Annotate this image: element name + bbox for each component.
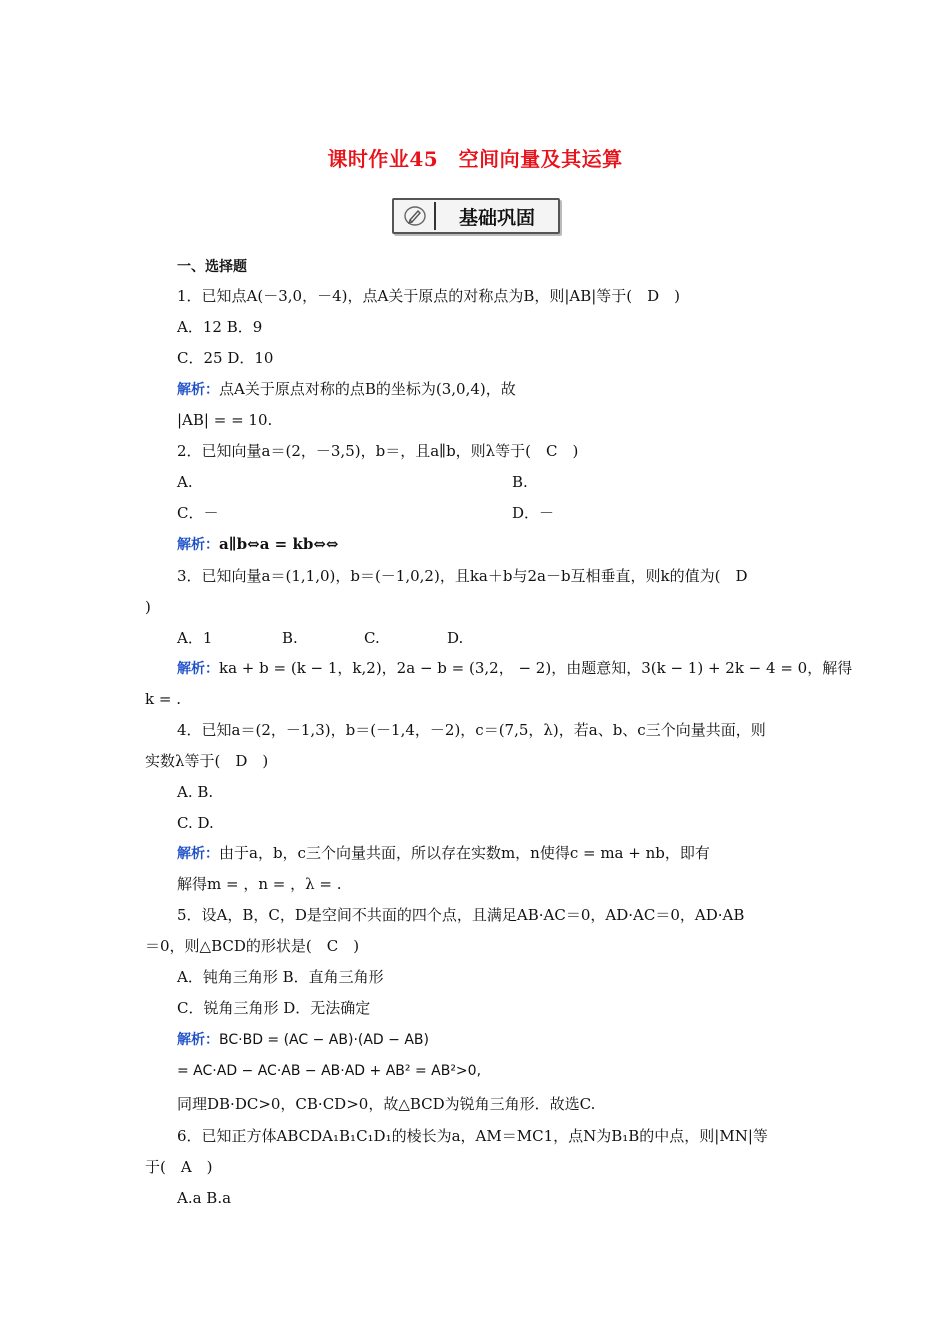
question-5-solution-line3: 同理DB·DC>0，CB·CD>0，故△BCD为锐角三角形．故选C. (177, 1095, 596, 1113)
question-4-solution-line2: 解得m = ，n = ，λ = . (177, 875, 342, 893)
question-6-stem-line2: 于( A ) (145, 1158, 213, 1176)
badge-label: 基础巩固 (458, 206, 535, 229)
option-b: B. (512, 473, 528, 491)
solution-label: 解析： (177, 661, 219, 677)
pencil-icon (396, 202, 436, 230)
section-badge (392, 198, 560, 234)
question-1-options-ab: A．12 B．9 (177, 318, 263, 336)
question-1-solution-line2: |AB| = = 10. (177, 411, 273, 429)
question-1-options-cd: C．25 D．10 (177, 349, 274, 367)
solution-text: 点A关于原点对称的点B的坐标为(3,0,4)，故 (219, 380, 516, 398)
question-5-options-ab: A．钝角三角形 B．直角三角形 (177, 968, 384, 986)
question-5-solution-line2: = AC·AD − AC·AB − AB·AD + AB² = AB²>0, (177, 1063, 482, 1079)
option-b: B. (282, 629, 298, 647)
solution-label: 解析： (177, 1032, 219, 1048)
solution-text: ka + b = (k − 1，k,2)，2a − b = (3,2， − 2)，由题意知，3(k − 1) + 2k − 4 = 0，解得 (219, 659, 853, 677)
question-2-solution (177, 534, 807, 555)
solution-label: 解析： (177, 382, 219, 398)
question-6-stem: 6．已知正方体ABCDA₁B₁C₁D₁的棱长为a，AM＝MC1，点N为B₁B的中点，则|MN|等 (177, 1127, 768, 1145)
solution-text: BC·BD = (AC − AB)·(AD − AB) (219, 1032, 429, 1048)
solution-label: 解析： (177, 846, 219, 862)
question-5-options-cd: C．锐角三角形 D．无法确定 (177, 999, 371, 1017)
question-4-solution (177, 843, 807, 864)
solution-text: a∥b⇔a = kb⇔⇔ (219, 535, 339, 553)
question-5-stem-line2: ＝0，则△BCD的形状是( C ) (145, 937, 360, 955)
question-1-solution (177, 379, 807, 400)
page-title: 课时作业45 空间向量及其运算 (327, 147, 623, 171)
question-3-options (177, 628, 807, 648)
question-2-stem: 2．已知向量a＝(2，－3,5)，b＝，且a∥b，则λ等于( C ) (177, 442, 579, 460)
option-c: C．－ (177, 504, 219, 522)
question-2-options-cd (177, 503, 807, 523)
question-2-options-ab (177, 472, 807, 492)
question-4-stem-line2: 实数λ等于( D ) (145, 752, 269, 770)
question-5-solution (177, 1029, 807, 1050)
question-4-options-ab: A. B. (177, 783, 214, 801)
question-1-stem: 1．已知点A(－3,0，－4)，点A关于原点的对称点为B，则|AB|等于( D ) (177, 287, 681, 305)
solution-text: 由于a，b，c三个向量共面，所以存在实数m，n使得c = ma + nb，即有 (219, 844, 710, 862)
option-d: D．－ (512, 504, 555, 522)
solution-label: 解析： (177, 537, 219, 553)
option-a: A. (177, 473, 193, 491)
question-4-options-cd: C. D. (177, 814, 214, 832)
question-6-options-ab: A.a B.a (177, 1189, 232, 1207)
option-a: A．1 (177, 629, 213, 647)
question-4-stem: 4．已知a＝(2，－1,3)，b＝(－1,4，－2)，c＝(7,5，λ)，若a、b、c三个向量共面，则 (177, 721, 766, 739)
option-c: C. (364, 629, 380, 647)
option-d: D. (447, 629, 464, 647)
question-3-stem-line2: ) (145, 598, 151, 616)
question-5-stem: 5．设A，B，C，D是空间不共面的四个点，且满足AB·AC＝0，AD·AC＝0，AD·AB (177, 906, 745, 924)
question-3-solution (177, 658, 853, 679)
section-heading: 一、选择题 (177, 259, 247, 275)
question-3-solution-line2: k = . (145, 690, 181, 708)
question-3-stem: 3．已知向量a＝(1,1,0)，b＝(－1,0,2)，且ka＋b与2a－b互相垂直，则k的值为( D (177, 567, 748, 585)
